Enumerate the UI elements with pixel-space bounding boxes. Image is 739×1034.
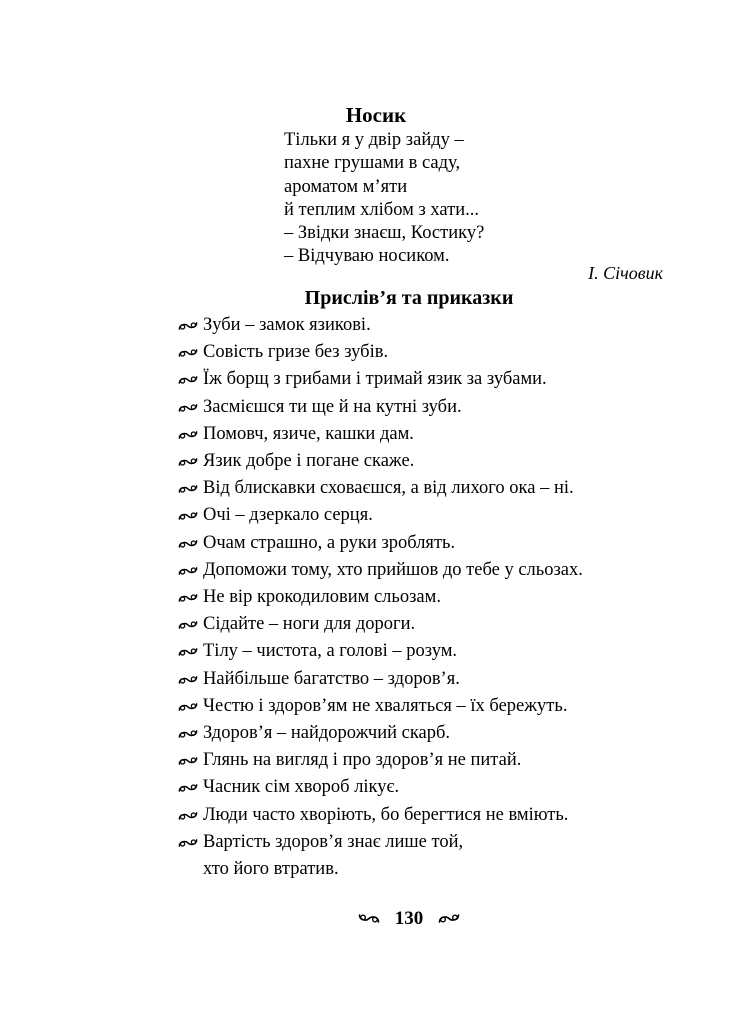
proverb-text: Очам страшно, а руки зроблять.: [203, 532, 456, 553]
ornament-bullet-icon: [178, 755, 198, 767]
proverb-text: Честю і здоров’ям не хваляться – їх бережуть.: [203, 695, 568, 716]
proverb-text: Не вір крокодиловим сльозам.: [203, 587, 441, 608]
proverb-text: Тілу – чистота, а голові – розум.: [203, 641, 458, 662]
proverbs-title: Прислів’я та приказки: [304, 287, 514, 309]
poem-line: ароматом м’яти: [284, 176, 408, 197]
proverb-item: [178, 557, 583, 584]
ornament-bullet-icon: [178, 483, 198, 495]
page-footer: [0, 905, 739, 932]
proverb-item: [178, 747, 583, 774]
poem: [284, 129, 484, 269]
ornament-bullet-icon: [178, 728, 198, 740]
proverb-item: [178, 802, 583, 829]
ornament-bullet-icon: [178, 320, 198, 332]
proverb-item: [178, 339, 583, 366]
poem-line: – Відчуваю носиком.: [284, 246, 450, 267]
proverb-item: [178, 502, 583, 529]
poem-line: Тільки я у двір зайду –: [284, 130, 464, 150]
poem-author: І. Січовик: [588, 263, 663, 283]
ornament-bullet-icon: [178, 429, 198, 441]
proverb-text: Засмієшся ти ще й на кутні зуби.: [203, 396, 462, 417]
proverb-item: [178, 475, 583, 502]
proverb-text: Помовч, язиче, кашки дам.: [203, 423, 414, 444]
proverb-text: Очі – дзеркало серця.: [203, 505, 373, 526]
proverb-item: [178, 666, 583, 693]
proverb-text: Люди часто хворіють, бо берегтися не вміють.: [203, 804, 569, 825]
ornament-bullet-icon: [178, 674, 198, 686]
ornament-bullet-icon: [178, 538, 198, 550]
proverb-text: Язик добре і погане скаже.: [203, 451, 415, 472]
ornament-bullet-icon: [178, 619, 198, 631]
ornament-bullet-icon: [178, 701, 198, 713]
poem-line: – Звідки знаєш, Костику?: [284, 223, 485, 244]
proverb-item: [178, 693, 583, 720]
poem-line: пахне грушами в саду,: [284, 153, 461, 174]
ornament-bullet-icon: [178, 510, 198, 522]
ornament-bullet-icon: [178, 347, 198, 359]
proverb-text: Зуби – замок язикові.: [203, 315, 371, 335]
proverb-item: [178, 448, 583, 475]
ornament-bullet-icon: [178, 810, 198, 822]
proverb-text: Допоможи тому, хто прийшов до тебе у сльозах.: [203, 559, 583, 580]
proverb-item: [178, 421, 583, 448]
proverb-text: Часник сім хвороб лікує.: [203, 777, 400, 798]
proverb-item: [178, 829, 583, 883]
ornament-left-icon: [358, 912, 380, 925]
ornament-bullet-icon: [178, 782, 198, 794]
proverb-text: Вартість здоров’я знає лише той,: [203, 831, 464, 852]
proverb-item: [178, 638, 583, 665]
proverb-item: [178, 366, 583, 393]
proverb-text: Совість гризе без зубів.: [203, 342, 389, 363]
proverb-item: [178, 530, 583, 557]
proverbs-list: [178, 312, 583, 883]
proverb-item: [178, 394, 583, 421]
proverb-text: Найбільше багатство – здоров’я.: [203, 668, 460, 689]
proverb-text: Здоров’я – найдорожчий скарб.: [203, 723, 451, 744]
ornament-bullet-icon: [178, 456, 198, 468]
proverb-item: [178, 774, 583, 801]
proverb-item: [178, 611, 583, 638]
proverb-text: Сідайте – ноги для дороги.: [203, 614, 416, 635]
proverb-text-continuation: хто його втратив.: [203, 859, 339, 880]
ornament-bullet-icon: [178, 374, 198, 386]
ornament-bullet-icon: [178, 837, 198, 849]
proverb-item: [178, 312, 583, 339]
ornament-bullet-icon: [178, 646, 198, 658]
poem-line: й теплим хлібом з хати...: [284, 199, 479, 220]
proverb-text: Від блискавки сховаєшся, а від лихого ока – ні.: [203, 478, 574, 499]
proverb-text: Глянь на вигляд і про здоров’я не питай.: [203, 750, 522, 771]
ornament-right-icon: [438, 912, 460, 925]
poem-title: Носик: [345, 103, 407, 127]
ornament-bullet-icon: [178, 565, 198, 577]
ornament-bullet-icon: [178, 402, 198, 414]
proverb-text: Їж борщ з грибами і тримай язик за зубами.: [203, 369, 547, 390]
proverb-item: [178, 584, 583, 611]
page-number: 130: [394, 907, 424, 929]
proverb-item: [178, 720, 583, 747]
ornament-bullet-icon: [178, 592, 198, 604]
